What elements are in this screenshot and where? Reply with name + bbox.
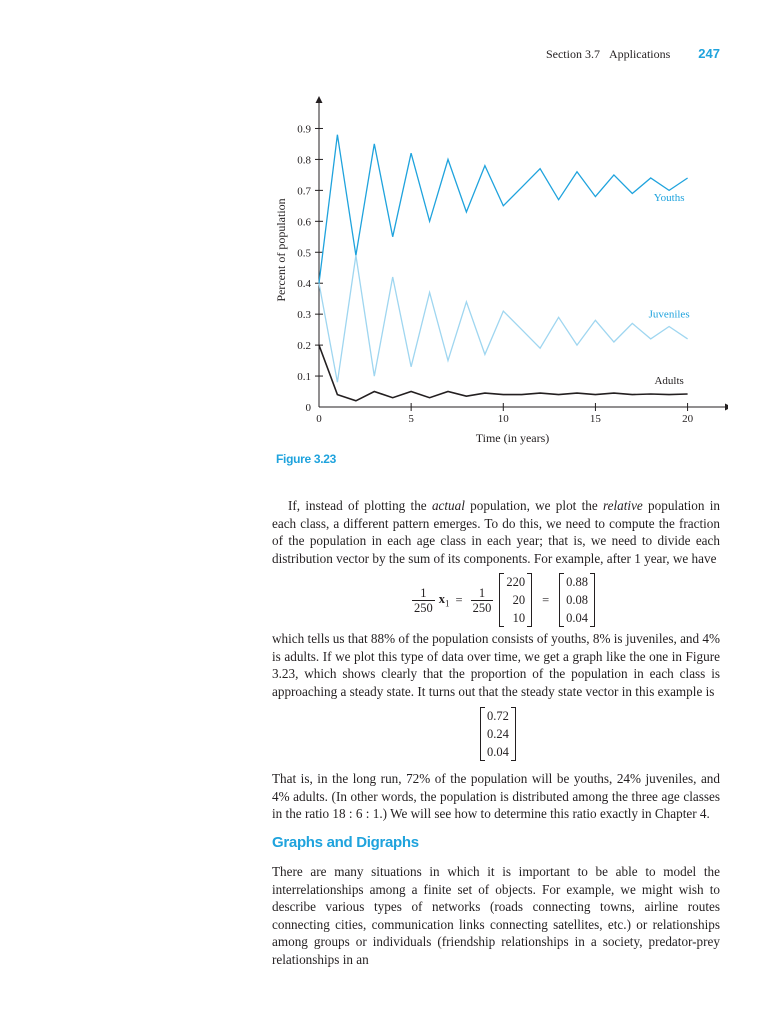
- relative-population-equation: [410, 572, 599, 628]
- paragraph-3: That is, in the long run, 72% of the population will be youths, 24% juveniles, and 4% adults. (In other words, the population is distributed among the three age classes in the ratio 18 : 6 : 1.) We will see how to determine this ratio exactly in Chapter 4.: [272, 771, 720, 821]
- y-tick-label: 0.4: [297, 278, 311, 291]
- relative-vector: 0.88 0.08 0.04: [559, 573, 595, 627]
- steady-state-vector: [476, 707, 520, 761]
- y-tick-label: 0.3: [297, 309, 311, 322]
- equals-sign-2: =: [542, 592, 550, 607]
- x-tick-label: 0: [316, 413, 322, 425]
- paragraph-2: which tells us that 88% of the population consists of youths, 8% is juveniles, and 4% is adults. If we plot this type of data over time, we get a graph like the one in Figure 3.23, which shows clearly that the proportion of the population in each class is approaching a steady state. It turns out that the steady state vector in this example is: [272, 631, 720, 699]
- fraction-right: $\frac{1}{250}$: [472, 585, 492, 615]
- paragraph-4: There are many situations in which it is important to be able to model the interrelationships among a finite set of objects. For example, we might wish to describe various types of networks (roads connecting towns, airline routes connecting cities, communication links connecting satellites, etc.) or relationships among groups or individuals (friendship relationships in a society, predator-prey relationships in an: [272, 864, 720, 967]
- x-tick-label: 10: [497, 413, 509, 425]
- x-tick-label: 20: [682, 413, 694, 425]
- y-tick-label: 0.7: [297, 185, 311, 198]
- fraction-left: $\frac{1}{250}$: [414, 585, 433, 615]
- y-tick-label: 0.9: [297, 123, 311, 136]
- series-label-juveniles: Juveniles: [648, 308, 690, 321]
- figure-caption: Figure 3.23: [276, 452, 337, 466]
- y-tick-label: 0.2: [297, 340, 311, 353]
- y-tick-label: 0.1: [297, 371, 311, 384]
- x-axis-arrow: [725, 404, 728, 411]
- series-label-youths: Youths: [653, 192, 685, 205]
- series-label-adults: Adults: [654, 374, 684, 387]
- y-tick-label: 0.8: [297, 154, 311, 167]
- equals-sign-1: =: [455, 592, 463, 607]
- population-chart: [268, 92, 728, 448]
- y-axis-arrow: [316, 96, 323, 103]
- section-heading: Graphs and Digraphs: [272, 834, 419, 851]
- x-tick-label: 15: [589, 413, 601, 425]
- steady-state-matrix: 0.72 0.24 0.04: [480, 707, 516, 761]
- vector-x1: $x_1$: [438, 591, 450, 609]
- y-axis-label: Percent of population: [274, 198, 288, 302]
- series-line-juveniles: [319, 255, 688, 382]
- running-head-section: Section 3.7 Applications: [545, 47, 671, 61]
- running-head: [546, 46, 720, 62]
- y-tick-label: 0.6: [297, 216, 311, 229]
- distribution-vector: 220 20 10: [499, 573, 532, 627]
- paragraph-1: If, instead of plotting the actual population, we plot the relative population in each class, a different pattern emerges. To do this, we need to compute the fraction of the population in each age class in each year; that is, we need to divide each distribution vector by the sum of its components. For example, after 1 year, we have: [272, 498, 720, 566]
- y-tick-label: 0: [305, 402, 311, 414]
- y-tick-label: 0.5: [297, 247, 311, 260]
- series-line-youths: [319, 135, 688, 284]
- x-tick-label: 5: [408, 413, 414, 425]
- page-number: 247: [698, 46, 720, 61]
- x-axis-label: Time (in years): [475, 431, 550, 445]
